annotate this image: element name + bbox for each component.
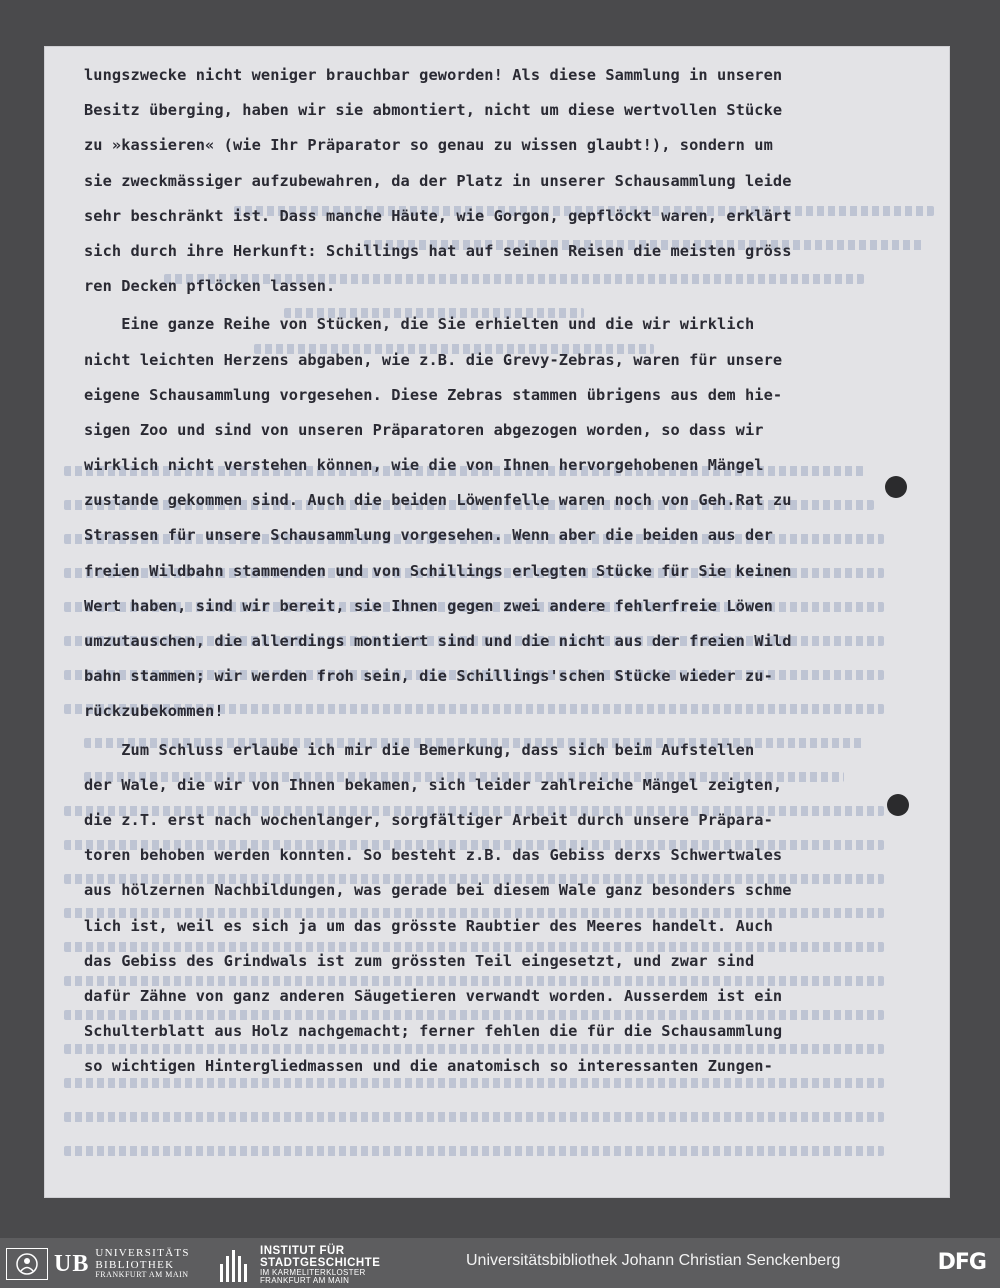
text-line: Besitz überging, haben wir sie abmontiert, nicht um diese wertvollen Stücke xyxy=(84,101,783,120)
letter-text xyxy=(84,58,906,1084)
text-line: die z.T. erst nach wochenlanger, sorgfältiger Arbeit durch unsere Präpara- xyxy=(84,810,773,829)
text-line: aus hölzernen Nachbildungen, was gerade bei diesem Wale ganz besonders schme xyxy=(84,881,792,900)
text-line: sigen Zoo und sind von unseren Präparatoren abgezogen worden, so dass wir xyxy=(84,420,764,439)
text-line: zustande gekommen sind. Auch die beiden Löwenfelle waren noch von Geh.Rat zu xyxy=(84,491,792,510)
ub-name-line1: UNIVERSITÄTS xyxy=(95,1247,190,1260)
text-line: sehr beschränkt ist. Dass manche Häute, wie Gorgon, gepflöckt waren, erklärt xyxy=(84,206,792,225)
ub-name xyxy=(95,1248,189,1279)
text-line: freien Wildbahn stammenden und von Schillings erlegten Stücke für Sie keinen xyxy=(84,561,792,580)
text-line: Eine ganze Reihe von Stücken, die Sie erhielten und die wir wirklich xyxy=(84,315,755,334)
footer-bar xyxy=(0,1238,1000,1288)
text-line: sich durch ihre Herkunft: Schillings hat auf seinen Reisen die meisten gröss xyxy=(84,241,792,260)
text-line: wirklich nicht verstehen können, wie die von Ihnen hervorgehobenen Mängel xyxy=(84,456,764,475)
isg-name-line2: STADTGESCHICHTE xyxy=(260,1256,381,1269)
isg-name-line3: IM KARMELITERKLOSTER xyxy=(260,1268,366,1277)
isg-name-line4: FRANKFURT AM MAIN xyxy=(260,1276,350,1285)
text-line: rückzubekommen! xyxy=(84,702,224,721)
ub-letters: UB xyxy=(54,1250,90,1277)
text-line: lich ist, weil es sich ja um das grösste Raubtier des Meeres handelt. Auch xyxy=(84,916,773,935)
text-line: bahn stammen; wir werden froh sein, die Schillings'schen Stücke wieder zu- xyxy=(84,667,773,686)
text-line: der Wale, die wir von Ihnen bekamen, sich leider zahlreiche Mängel zeigten, xyxy=(84,775,783,794)
footer-title: Universitätsbibliothek Johann Christian Senckenberg xyxy=(466,1252,841,1269)
text-line: sie zweckmässiger aufzubewahren, da der Platz in unserer Schausammlung leide xyxy=(84,171,792,190)
ub-name-line2: BIBLIOTHEK xyxy=(95,1258,175,1271)
isg-name xyxy=(260,1246,380,1285)
text-line: ren Decken pflöcken lassen. xyxy=(84,277,336,296)
text-line: umzutauschen, die allerdings montiert sind und die nicht aus der freien Wild xyxy=(84,632,792,650)
ub-seal-icon xyxy=(6,1248,48,1280)
text-line: eigene Schausammlung vorgesehen. Diese Zebras stammen übrigens aus dem hie- xyxy=(84,385,783,404)
text-line: Zum Schluss erlaube ich mir die Bemerkung, dass sich beim Aufstellen xyxy=(84,740,755,759)
text-line: das Gebiss des Grindwals ist zum grössten Teil eingesetzt, und zwar sind xyxy=(84,951,755,970)
arches-icon xyxy=(214,1250,252,1282)
ub-logo[interactable] xyxy=(6,1248,190,1280)
text-line: Wert haben, sind wir bereit, sie Ihnen gegen zwei andere fehlerfreie Löwen xyxy=(84,596,773,615)
dfg-logo[interactable]: DFG xyxy=(937,1250,986,1275)
isg-logo[interactable] xyxy=(214,1246,380,1285)
text-line: dafür Zähne von ganz anderen Säugetieren verwandt worden. Ausserdem ist ein xyxy=(84,986,783,1005)
text-line: nicht leichten Herzens abgaben, wie z.B. die Grevy-Zebras, waren für unsere xyxy=(84,350,783,369)
isg-name-line1: INSTITUT FÜR xyxy=(260,1245,345,1257)
text-line: Strassen für unsere Schausammlung vorgesehen. Wenn aber die beiden aus der xyxy=(84,526,773,545)
text-line: so wichtigen Hintergliedmassen und die anatomisch so interessanten Zungen- xyxy=(84,1057,773,1076)
text-line: Schulterblatt aus Holz nachgemacht; ferner fehlen die für die Schausammlung xyxy=(84,1022,783,1041)
text-line: lungszwecke nicht weniger brauchbar geworden! Als diese Sammlung in unseren xyxy=(84,66,783,84)
ub-name-line3: FRANKFURT AM MAIN xyxy=(95,1270,189,1280)
text-line: zu »kassieren« (wie Ihr Präparator so genau zu wissen glaubt!), sondern um xyxy=(84,136,773,155)
text-line: toren behoben werden konnten. So besteht z.B. das Gebiss derxs Schwertwales xyxy=(84,846,783,865)
